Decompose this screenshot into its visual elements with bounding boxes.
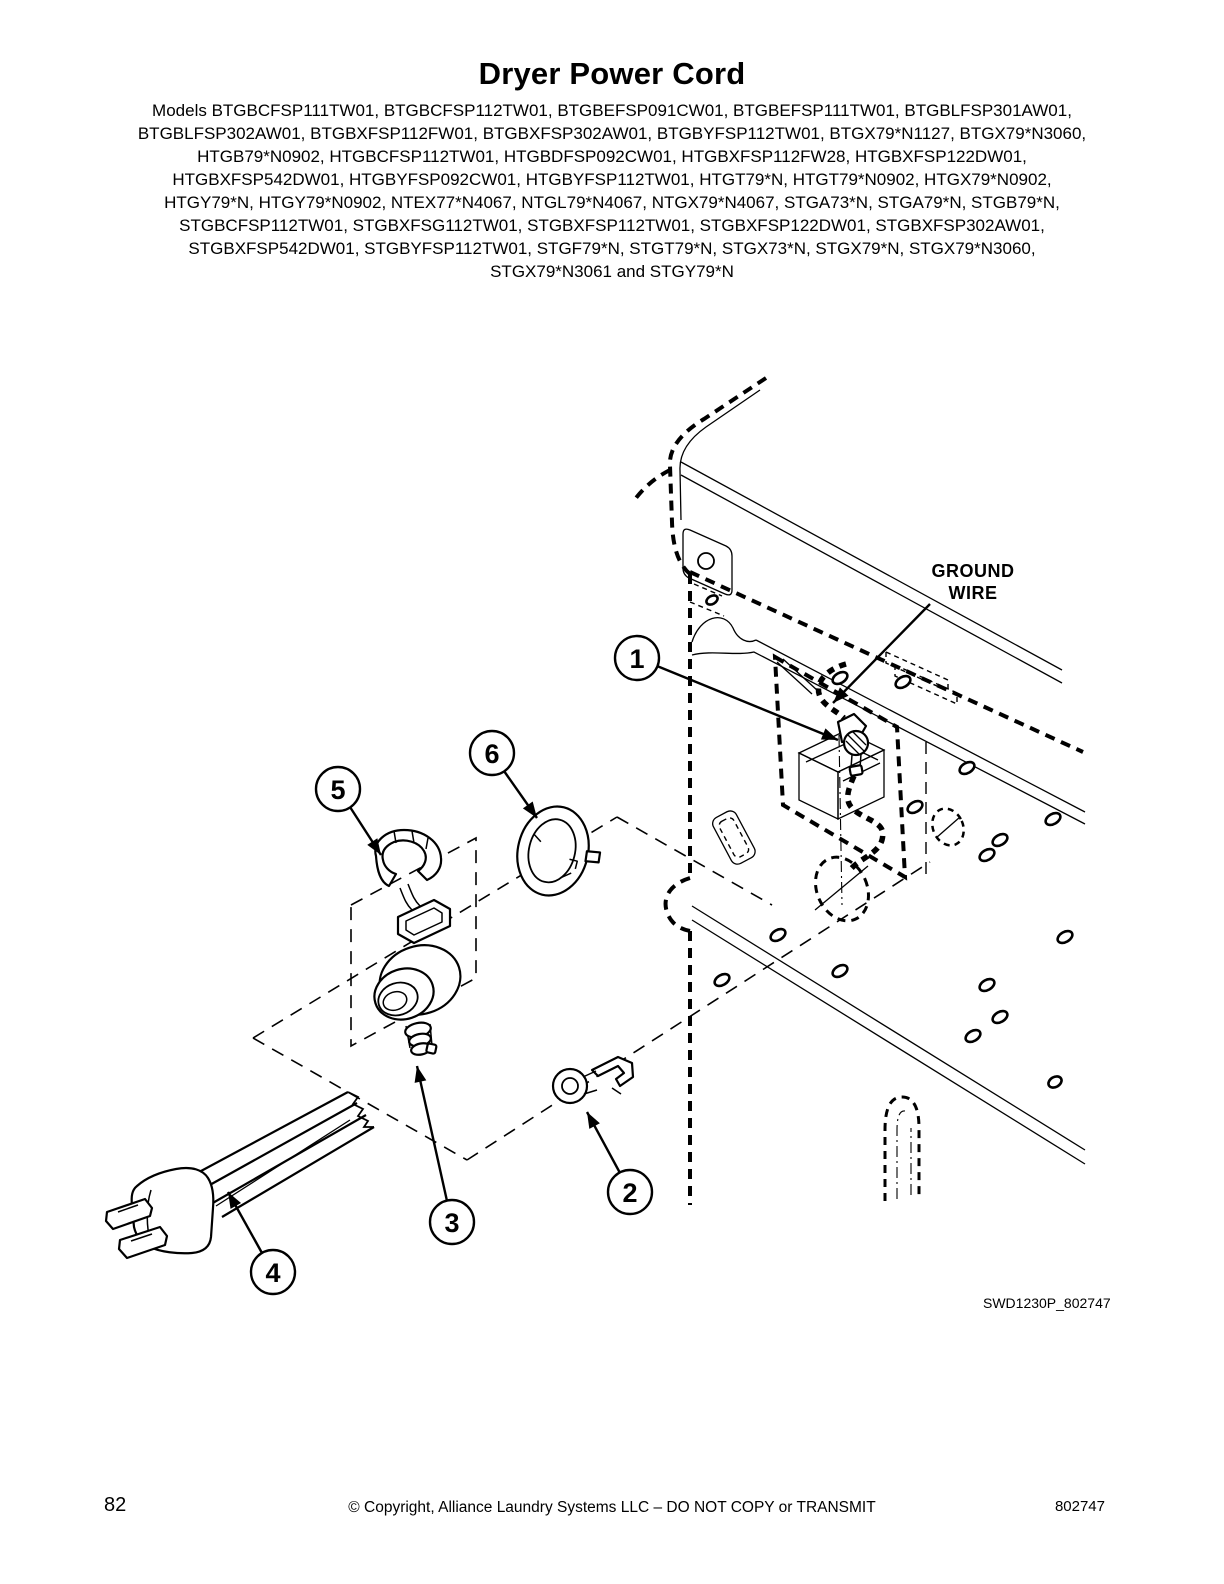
dryer-rear-panel-drawing (636, 378, 1085, 1205)
callout-number: 2 (622, 1178, 638, 1208)
callout-3 (430, 1200, 474, 1244)
callout-1 (615, 636, 659, 680)
model-list-line: HTGBXFSP542DW01, HTGBYFSP092CW01, HTGBYFSP112TW01, HTGT79*N, HTGT79*N0902, HTGX79*N0902, (172, 170, 1052, 189)
diagram-code: SWD1230P_802747 (983, 1295, 1111, 1311)
callout-number: 4 (265, 1258, 281, 1288)
power-cord-part (106, 1092, 374, 1258)
ground-wire-label (932, 561, 1015, 603)
callout-2 (608, 1170, 652, 1214)
page-number: 82 (104, 1494, 127, 1516)
terminal-block (799, 731, 884, 819)
model-list-line: STGX79*N3061 and STGY79*N (490, 262, 734, 281)
callout-number: 5 (330, 775, 346, 805)
callout-6 (470, 731, 514, 775)
document-number: 802747 (1054, 1498, 1105, 1515)
ground-wire-label-line1: GROUND (931, 561, 1015, 581)
callout-5 (316, 767, 360, 811)
copyright-notice: © Copyright, Alliance Laundry Systems LLC – DO NOT COPY or TRANSMIT (348, 1499, 876, 1516)
model-list-line: BTGBLFSP302AW01, BTGBXFSP112FW01, BTGBXFSP302AW01, BTGBYFSP112TW01, BTGX79*N1127, BTGX79*N3060, (137, 124, 1087, 143)
plug-prong (119, 1227, 167, 1258)
cord-clamp-part (375, 830, 450, 943)
model-list-line: HTGY79*N, HTGY79*N0902, NTEX77*N4067, NTGL79*N4067, NTGX79*N4067, STGA73*N, STGA79*N, STGB79*N, (164, 193, 1060, 212)
callout-number: 3 (444, 1208, 460, 1238)
cord-clip-part (553, 1057, 633, 1103)
callout-number: 6 (484, 739, 500, 769)
model-list-line: STGBCFSP112TW01, STGBXFSG112TW01, STGBXFSP112TW01, STGBXFSP122DW01, STGBXFSP302AW01, (179, 216, 1045, 235)
callout-number: 1 (629, 644, 645, 674)
model-list-line: Models BTGBCFSP111TW01, BTGBCFSP112TW01, BTGBEFSP091CW01, BTGBEFSP111TW01, BTGBLFSP301AW01, (152, 101, 1072, 120)
page-title: Dryer Power Cord (478, 56, 746, 91)
model-list-line: STGBXFSP542DW01, STGBYFSP112TW01, STGF79*N, STGT79*N, STGX73*N, STGX79*N, STGX79*N3060, (188, 239, 1036, 258)
ground-wire-arrow (833, 604, 930, 703)
ground-wire-label-line2: WIRE (948, 583, 998, 603)
assembly-plane-large (253, 817, 930, 1160)
retaining-ring-part (508, 799, 609, 906)
panel-holes (705, 594, 1075, 1090)
callout-4 (251, 1250, 295, 1294)
model-list-line: HTGB79*N0902, HTGBCFSP112TW01, HTGBDFSP092CW01, HTGBXFSP112FW28, HTGBXFSP122DW01, (197, 147, 1027, 166)
page-footer (0, 1494, 1224, 1524)
strain-relief-part (368, 935, 470, 1056)
